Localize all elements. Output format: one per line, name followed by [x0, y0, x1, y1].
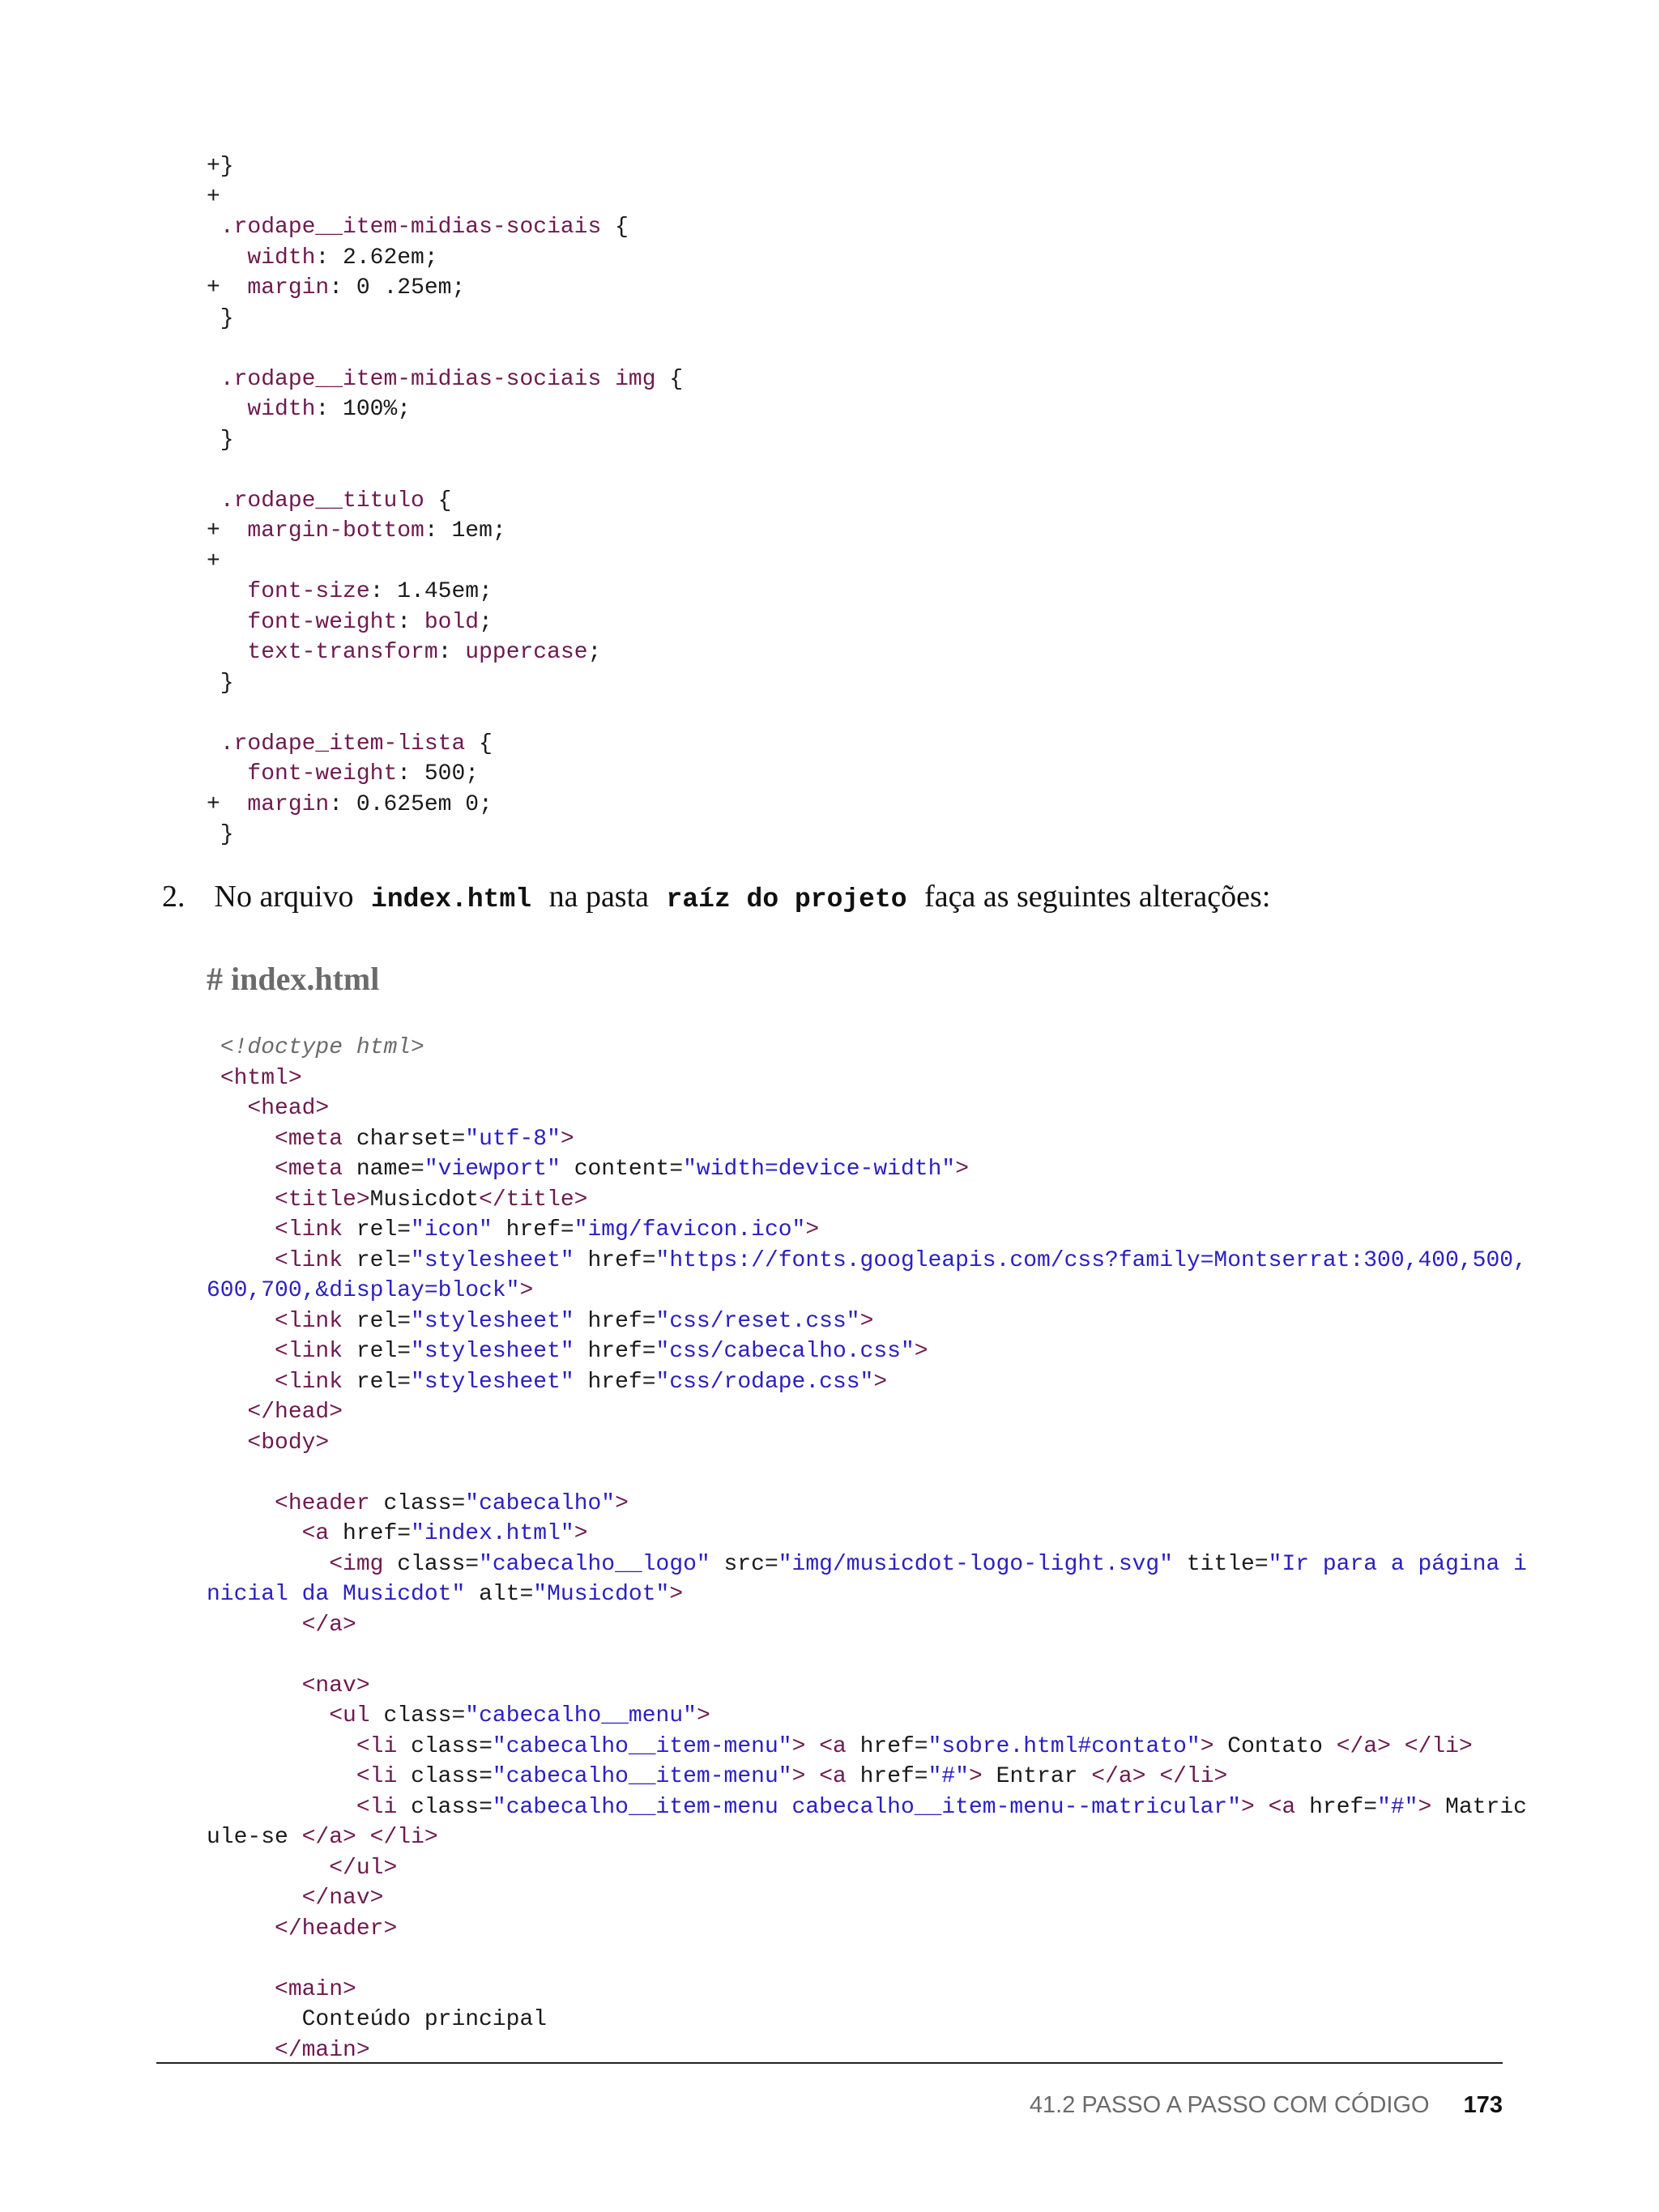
code-line [207, 637, 1500, 668]
code-token: "stylesheet" [411, 1339, 574, 1364]
code-token [207, 2038, 275, 2063]
code-line [207, 455, 1500, 486]
step-number: 2. [162, 880, 186, 914]
code-token [1146, 1764, 1160, 1789]
code-line [207, 1154, 1500, 1185]
code-token: Entrar [982, 1764, 1092, 1789]
code-token: <li [356, 1733, 398, 1759]
code-token [207, 1400, 247, 1425]
css-code-block [207, 151, 1500, 850]
code-line [207, 1246, 1527, 1276]
code-line [207, 1185, 1500, 1216]
code-token [207, 1339, 275, 1364]
code-token: name= [343, 1157, 424, 1182]
code-token: > [1418, 1794, 1432, 1820]
code-token: font-size [247, 579, 370, 604]
code-token: <link [275, 1369, 343, 1395]
code-line [207, 151, 1500, 182]
code-token: bold [424, 609, 480, 635]
code-token: "cabecalho__item-menu cabecalho__item-menu--matricular" [492, 1794, 1242, 1820]
code-line [207, 212, 1500, 243]
code-token [207, 1977, 275, 2002]
code-token [207, 640, 247, 665]
code-token: > [873, 1369, 888, 1395]
step-text-before: No arquivo [214, 880, 354, 914]
code-line [207, 486, 1500, 517]
code-token [207, 1734, 356, 1759]
code-token: { [655, 366, 684, 392]
code-token: "width=device-width" [683, 1157, 956, 1182]
code-token: width [247, 397, 316, 422]
code-token: + [207, 518, 248, 543]
code-token: margin [247, 791, 330, 817]
code-token: { [424, 488, 452, 514]
code-token: href= [846, 1764, 928, 1789]
code-token: href= [846, 1733, 928, 1759]
code-token: : 100%; [315, 397, 412, 422]
code-token: </a> [301, 1825, 356, 1850]
code-line [207, 1063, 1500, 1094]
code-token [207, 1703, 329, 1728]
code-token: "#" [1377, 1794, 1418, 1820]
step-text-after: faça as seguintes alterações: [924, 880, 1271, 914]
code-token: </li> [1159, 1764, 1228, 1789]
code-token: "#" [928, 1764, 970, 1789]
footer-section-title: 41.2 PASSO A PASSO COM CÓDIGO [1029, 2092, 1430, 2118]
code-token: href= [574, 1308, 656, 1334]
code-line [207, 182, 1500, 213]
code-token: : 1em; [424, 518, 506, 543]
code-token: > [791, 1733, 806, 1759]
code-token: font-weight [247, 609, 398, 635]
code-line [207, 425, 1500, 456]
code-token: </title> [479, 1187, 588, 1213]
code-token: "cabecalho__logo" [479, 1551, 710, 1577]
code-token [207, 1552, 329, 1577]
code-token: class= [369, 1490, 466, 1516]
code-token: <head> [247, 1096, 330, 1121]
code-line [207, 1306, 1500, 1337]
code-line [207, 1671, 1500, 1702]
code-line [207, 1124, 1500, 1155]
code-token: + [207, 548, 220, 574]
code-token: "css/cabecalho.css" [655, 1339, 915, 1364]
code-token [1391, 1734, 1405, 1759]
code-token: Conteúdo principal [207, 2007, 548, 2032]
code-token: : 1.45em; [369, 579, 493, 604]
code-token: </header> [275, 1916, 398, 1941]
code-token [207, 1795, 356, 1820]
code-token: </nav> [301, 1886, 384, 1911]
code-token: > [1200, 1733, 1214, 1759]
code-token: + [207, 184, 220, 210]
code-token [207, 610, 247, 635]
code-token: : 500; [397, 761, 480, 786]
code-token: </a> [1091, 1764, 1146, 1789]
code-token [207, 1217, 275, 1242]
code-line [207, 1033, 1500, 1063]
code-token [207, 1370, 275, 1395]
code-token [207, 1764, 356, 1789]
code-token: href= [574, 1369, 656, 1395]
code-token: > [1241, 1794, 1255, 1820]
code-token: "cabecalho__item-menu" [492, 1764, 792, 1789]
code-token [207, 488, 220, 514]
code-token: "Musicdot" [533, 1582, 670, 1607]
code-token: "stylesheet" [411, 1369, 574, 1395]
code-token [207, 1613, 302, 1638]
code-line [207, 364, 1500, 395]
code-token [207, 1886, 302, 1911]
code-line [207, 1336, 1500, 1367]
code-token [207, 1066, 220, 1091]
code-token: } [207, 670, 234, 696]
code-token: "sobre.html#contato" [928, 1733, 1201, 1759]
code-line [207, 1093, 1500, 1124]
code-line [207, 1428, 1500, 1459]
code-token: <nav> [301, 1673, 370, 1698]
code-line [207, 243, 1500, 274]
code-line [207, 1276, 1500, 1306]
code-token: class= [383, 1551, 480, 1577]
code-token: > [805, 1217, 820, 1242]
code-line [207, 273, 1500, 304]
code-token: ule-se [207, 1825, 302, 1850]
code-token: Matric [1431, 1794, 1527, 1820]
code-token: href= [1295, 1794, 1378, 1820]
code-line [207, 1579, 1500, 1610]
code-token: "img/favicon.ico" [574, 1217, 806, 1242]
code-line [207, 820, 1500, 850]
code-token: margin-bottom [247, 518, 424, 543]
code-token: Contato [1213, 1733, 1337, 1759]
code-line [207, 1549, 1527, 1580]
code-token [207, 397, 247, 422]
code-line [207, 1640, 1500, 1671]
code-token: <link [275, 1339, 343, 1364]
code-token: : [437, 640, 466, 665]
code-token: { [601, 215, 629, 240]
code-token: } [207, 427, 234, 453]
code-token: <header [275, 1490, 370, 1516]
code-token: class= [369, 1703, 466, 1728]
code-token: </ul> [329, 1855, 398, 1881]
code-token: .rodape__item-midias-sociais [220, 215, 602, 240]
code-token: "https://fonts.googleapis.com/css?family=Montserrat:300,400,500, [655, 1247, 1527, 1273]
code-line [207, 668, 1500, 699]
code-token [207, 731, 220, 757]
code-line [207, 1458, 1500, 1489]
code-token: <html> [220, 1065, 302, 1091]
code-token [207, 1248, 275, 1273]
code-token: : [397, 609, 424, 635]
code-token: </li> [369, 1825, 438, 1850]
code-line [207, 1610, 1500, 1641]
code-token: "stylesheet" [411, 1247, 574, 1273]
code-token: img [615, 366, 656, 392]
code-token [207, 1096, 247, 1121]
code-token: Musicdot [369, 1187, 480, 1213]
code-token: <a [819, 1733, 847, 1759]
code-token: <link [275, 1217, 343, 1242]
html-code-block [207, 1033, 1527, 2065]
code-token: > [574, 1521, 588, 1546]
code-token: "index.html" [411, 1521, 574, 1546]
code-token [805, 1734, 819, 1759]
code-token: content= [560, 1157, 684, 1182]
code-line [207, 1914, 1500, 1945]
code-token: <!doctype html> [220, 1035, 424, 1060]
code-line [207, 1975, 1500, 2005]
code-token: "img/musicdot-logo-light.svg" [778, 1551, 1174, 1577]
code-line [207, 2035, 1500, 2066]
code-token: uppercase [465, 640, 588, 665]
code-token: <link [275, 1308, 343, 1334]
code-line [207, 1397, 1500, 1428]
code-token: <meta [275, 1126, 343, 1152]
code-token [207, 761, 247, 786]
code-token [207, 1187, 275, 1213]
code-line [207, 2005, 1500, 2035]
code-line [207, 698, 1500, 729]
code-token: <img [329, 1551, 384, 1577]
code-token: <ul [329, 1703, 370, 1728]
code-line [207, 1822, 1500, 1853]
code-token: > [615, 1490, 629, 1516]
code-line [207, 1367, 1500, 1398]
code-token: 600,700,&display=block" [207, 1278, 520, 1303]
folder-name: raíz do projeto [666, 884, 907, 914]
code-token: href= [329, 1521, 412, 1546]
code-token: font-weight [247, 761, 398, 786]
code-token: </li> [1404, 1733, 1473, 1759]
page-number: 173 [1463, 2092, 1503, 2118]
code-token [207, 1491, 275, 1516]
code-line [207, 1519, 1500, 1549]
code-token: "cabecalho__menu" [465, 1703, 697, 1728]
code-token: <title> [275, 1187, 370, 1213]
code-token: } [207, 305, 234, 331]
code-token: <a [301, 1521, 330, 1546]
code-line [207, 1944, 1500, 1975]
code-token [207, 1916, 275, 1941]
code-line [207, 547, 1500, 578]
code-token: "cabecalho" [465, 1490, 616, 1516]
code-token: width [247, 245, 316, 271]
code-token: "css/rodape.css" [655, 1369, 874, 1395]
code-token: <li [356, 1794, 398, 1820]
code-token: > [519, 1278, 534, 1303]
code-token: rel= [343, 1308, 412, 1334]
code-token: } [207, 822, 234, 847]
code-line [207, 1883, 1500, 1914]
code-token: margin [247, 275, 330, 300]
page-footer [1030, 2092, 1503, 2119]
code-token: <link [275, 1247, 343, 1273]
code-token: "stylesheet" [411, 1308, 574, 1334]
code-token: </main> [275, 2037, 370, 2063]
code-token: rel= [343, 1339, 412, 1364]
code-line [207, 759, 1500, 790]
code-token: charset= [343, 1126, 466, 1152]
code-token: { [465, 731, 493, 757]
code-line [207, 334, 1500, 364]
code-line [207, 1762, 1500, 1792]
code-token: class= [397, 1764, 493, 1789]
code-token [356, 1825, 370, 1850]
code-token: nicial da Musicdot" [207, 1582, 466, 1607]
code-token: > [560, 1126, 574, 1152]
code-token: <main> [275, 1976, 356, 2002]
code-token: .rodape__item-midias-sociais [220, 366, 602, 392]
code-token [207, 1673, 302, 1698]
code-token: > [969, 1764, 983, 1789]
code-token [805, 1764, 819, 1789]
code-token: text-transform [247, 640, 438, 665]
code-token: <meta [275, 1157, 343, 1182]
code-token [207, 1521, 302, 1546]
code-line [207, 1732, 1500, 1762]
file-heading: # index.html [207, 961, 380, 997]
code-token: </a> [1336, 1733, 1391, 1759]
code-token [601, 367, 615, 392]
code-token: href= [492, 1217, 574, 1242]
code-token [1255, 1795, 1269, 1820]
code-line [207, 1853, 1500, 1884]
code-token: src= [710, 1551, 778, 1577]
code-line [207, 1701, 1500, 1732]
code-token: href= [574, 1247, 656, 1273]
code-token [207, 1856, 329, 1881]
code-token: .rodape__titulo [220, 488, 424, 514]
code-token: : 0.625em 0; [329, 791, 493, 817]
code-token [207, 1035, 220, 1060]
code-token: : 0 .25em; [329, 275, 466, 300]
code-token: "cabecalho__item-menu" [492, 1733, 792, 1759]
code-token [207, 215, 220, 240]
code-token: </head> [247, 1400, 343, 1425]
code-token: rel= [343, 1247, 412, 1273]
step-text-middle: na pasta [548, 880, 650, 914]
code-line [207, 516, 1500, 547]
code-line [207, 1489, 1500, 1519]
code-token: class= [397, 1733, 493, 1759]
code-line [207, 1792, 1527, 1823]
code-token: .rodape_item-lista [220, 731, 466, 757]
code-line [207, 607, 1500, 638]
code-token: + [207, 791, 248, 817]
code-token: <a [1268, 1794, 1296, 1820]
code-token [207, 579, 247, 604]
code-token: "utf-8" [465, 1126, 561, 1152]
code-line [207, 304, 1500, 335]
code-token: <body> [247, 1430, 330, 1455]
code-token: + [207, 275, 248, 300]
code-token: > [955, 1157, 969, 1182]
code-line [207, 394, 1500, 425]
code-token: : 2.62em; [315, 245, 438, 271]
code-token: alt= [465, 1582, 534, 1607]
code-token: rel= [343, 1217, 412, 1242]
code-token [207, 245, 247, 271]
code-token: title= [1173, 1551, 1269, 1577]
code-token [207, 367, 220, 392]
code-token [207, 1157, 275, 1182]
code-token: +} [207, 154, 234, 179]
code-token: class= [397, 1794, 493, 1820]
code-token: > [669, 1582, 684, 1607]
code-token: > [914, 1339, 928, 1364]
code-token: ; [479, 609, 493, 635]
code-line [207, 1215, 1500, 1246]
code-token [207, 1127, 275, 1152]
code-token [207, 1309, 275, 1334]
code-token: "Ir para a página i [1268, 1551, 1527, 1577]
instruction-step [162, 879, 1270, 914]
code-token: "viewport" [424, 1157, 561, 1182]
code-token: > [791, 1764, 806, 1789]
code-token: <a [819, 1764, 847, 1789]
code-line [207, 729, 1500, 760]
footer-divider [156, 2062, 1503, 2064]
code-token: <li [356, 1764, 398, 1789]
file-name: index.html [371, 884, 532, 914]
code-token: > [696, 1703, 710, 1728]
code-token: "icon" [411, 1217, 493, 1242]
code-token [207, 1430, 247, 1455]
code-token: </a> [301, 1612, 356, 1638]
code-token: ; [587, 640, 602, 665]
code-token: "css/reset.css" [655, 1308, 860, 1334]
code-token: href= [574, 1339, 656, 1364]
code-token: > [859, 1308, 874, 1334]
code-line [207, 577, 1500, 607]
code-token: rel= [343, 1369, 412, 1395]
code-line [207, 790, 1500, 820]
